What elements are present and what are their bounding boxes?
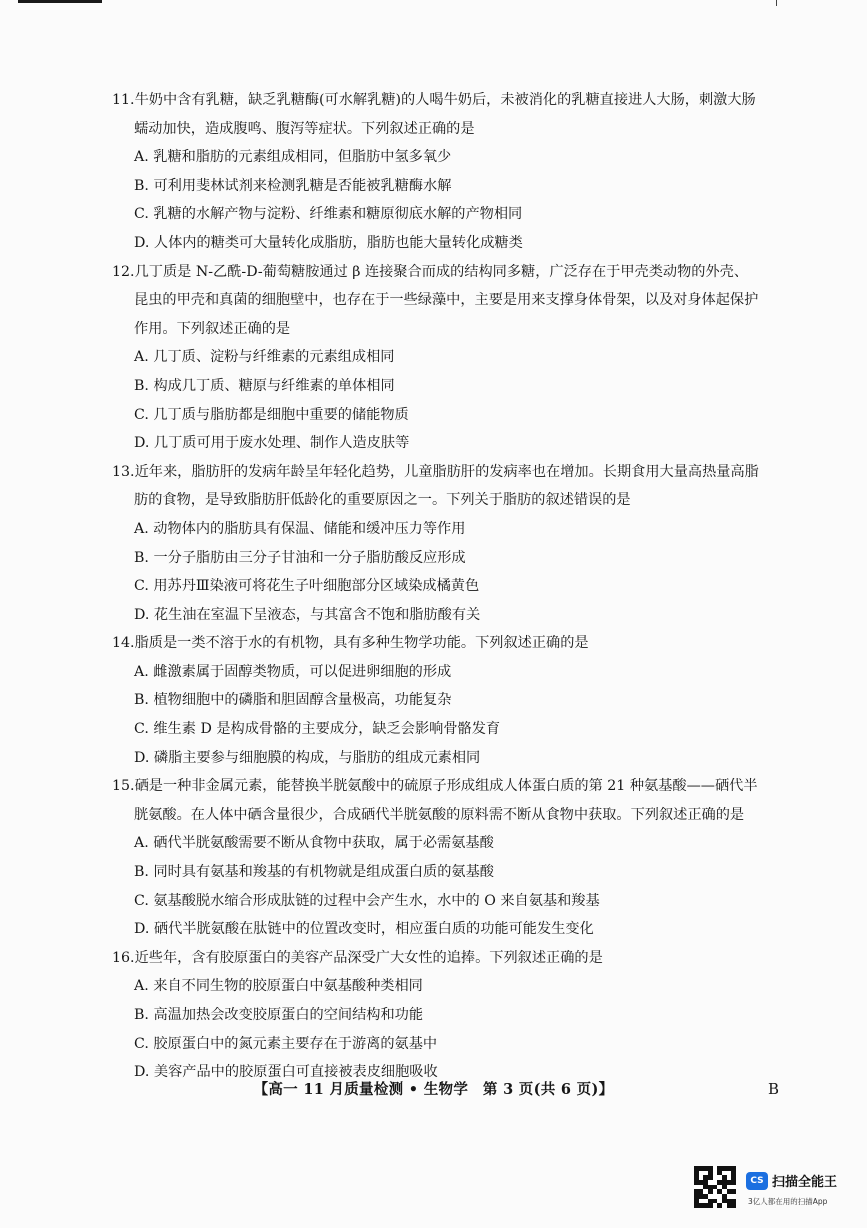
answer-option-b: B. 构成几丁质、糖原与纤维素的单体相同	[134, 377, 395, 394]
answer-option-a: A. 动物体内的脂肪具有保温、储能和缓冲压力等作用	[134, 520, 466, 537]
answer-option-b: B. 一分子脂肪由三分子甘油和一分子脂肪酸反应形成	[134, 549, 466, 566]
answer-option-a: A. 几丁质、淀粉与纤维素的元素组成相同	[134, 349, 395, 366]
answer-option-d: D. 花生油在室温下呈液态，与其富含不饱和脂肪酸有关	[134, 606, 481, 623]
question-13	[112, 458, 802, 630]
qr-module	[731, 1203, 736, 1208]
top-edge-tick	[776, 0, 777, 6]
answer-option-d: D. 几丁质可用于废水处理、制作人造皮肤等	[134, 435, 410, 452]
question-stem-line: 15.硒是一种非金属元素，能替换半胱氨酸中的硫原子形成组成人体蛋白质的第 21 种氨基酸——硒代半	[112, 778, 758, 795]
answer-option-b: B. 植物细胞中的磷脂和胆固醇含量极高，功能复杂	[134, 692, 452, 709]
answer-option-c: C. 几丁质与脂肪都是细胞中重要的储能物质	[134, 406, 409, 423]
paper-version-label: B	[768, 1080, 780, 1098]
answer-option-c: C. 维生素 D 是构成骨骼的主要成分，缺乏会影响骨骼发育	[134, 721, 501, 738]
top-edge-rule	[18, 0, 102, 3]
answer-option-b: B. 可利用斐林试剂来检测乳糖是否能被乳糖酶水解	[134, 177, 452, 194]
question-stem-line: 蠕动加快，造成腹鸣、腹泻等症状。下列叙述正确的是	[134, 120, 475, 137]
scanner-watermark	[694, 1166, 854, 1222]
answer-option-d: D. 人体内的糖类可大量转化成脂肪，脂肪也能大量转化成糖类	[134, 234, 523, 251]
scanner-app-tagline: 3亿人都在用的扫描App	[748, 1197, 828, 1206]
question-stem-line: 肪的食物，是导致脂肪肝低龄化的重要原因之一。下列关于脂肪的叙述错误的是	[134, 492, 631, 509]
question-stem-line: 13.近年来，脂肪肝的发病年龄呈年轻化趋势，儿童脂肪肝的发病率也在增加。长期食用大量高热量高脂	[112, 463, 759, 480]
answer-option-c: C. 氨基酸脱水缩合形成肽链的过程中会产生水，水中的 O 来自氨基和羧基	[134, 892, 600, 909]
page-footer: 【高一 11 月质量检测 • 生物学 第 3 页(共 6 页)】	[253, 1081, 614, 1098]
answer-option-b: B. 同时具有氨基和羧基的有机物就是组成蛋白质的氨基酸	[134, 864, 494, 881]
question-14	[112, 629, 802, 772]
camscanner-logo-icon: CS	[746, 1172, 768, 1190]
answer-option-d: D. 硒代半胱氨酸在肽链中的位置改变时，相应蛋白质的功能可能发生变化	[134, 921, 594, 938]
answer-option-a: A. 来自不同生物的胶原蛋白中氨基酸种类相同	[134, 978, 423, 995]
answer-option-d: D. 磷脂主要参与细胞膜的构成，与脂肪的组成元素相同	[134, 749, 481, 766]
question-12	[112, 258, 802, 458]
answer-option-a: A. 雌激素属于固醇类物质，可以促进卵细胞的形成	[134, 663, 452, 680]
question-11	[112, 86, 802, 258]
question-15	[112, 772, 802, 944]
answer-option-c: C. 用苏丹Ⅲ染液可将花生子叶细胞部分区域染成橘黄色	[134, 578, 480, 595]
answer-option-a: A. 硒代半胱氨酸需要不断从食物中获取，属于必需氨基酸	[134, 835, 494, 852]
scanner-app-name: 扫描全能王	[772, 1175, 838, 1190]
question-stem-line: 12.几丁质是 N-乙酰-D-葡萄糖胺通过 β 连接聚合而成的结构同多糖，广泛存在于甲壳类动物的外壳、	[112, 263, 749, 280]
answer-option-b: B. 高温加热会改变胶原蛋白的空间结构和功能	[134, 1007, 424, 1023]
answer-option-d: D. 美容产品中的胶原蛋白可直接被表皮细胞吸收	[134, 1064, 438, 1081]
answer-option-c: C. 胶原蛋白中的氮元素主要存在于游离的氨基中	[134, 1035, 438, 1052]
question-stem-line: 昆虫的甲壳和真菌的细胞壁中，也存在于一些绿藻中，主要是用来支撑身体骨架，以及对身体起保护	[134, 292, 759, 309]
qr-code-icon	[694, 1166, 736, 1208]
question-stem-line: 16.近些年，含有胶原蛋白的美容产品深受广大女性的追捧。下列叙述正确的是	[112, 949, 603, 966]
question-stem-line: 胱氨酸。在人体中硒含量很少，合成硒代半胱氨酸的原料需不断从食物中获取。下列叙述正确的是	[134, 806, 745, 823]
question-stem-line: 14.脂质是一类不溶于水的有机物，具有多种生物学功能。下列叙述正确的是	[112, 635, 589, 652]
question-list	[112, 86, 802, 1087]
question-16	[112, 944, 802, 1087]
question-stem-line: 11.牛奶中含有乳糖，缺乏乳糖酶(可水解乳糖)的人喝牛奶后，未被消化的乳糖直接进人大肠，刺激大肠	[112, 92, 756, 108]
answer-option-a: A. 乳糖和脂肪的元素组成相同，但脂肪中氢多氧少	[134, 149, 452, 166]
answer-option-c: C. 乳糖的水解产物与淀粉、纤维素和糖原彻底水解的产物相同	[134, 206, 523, 223]
question-stem-line: 作用。下列叙述正确的是	[134, 320, 291, 337]
